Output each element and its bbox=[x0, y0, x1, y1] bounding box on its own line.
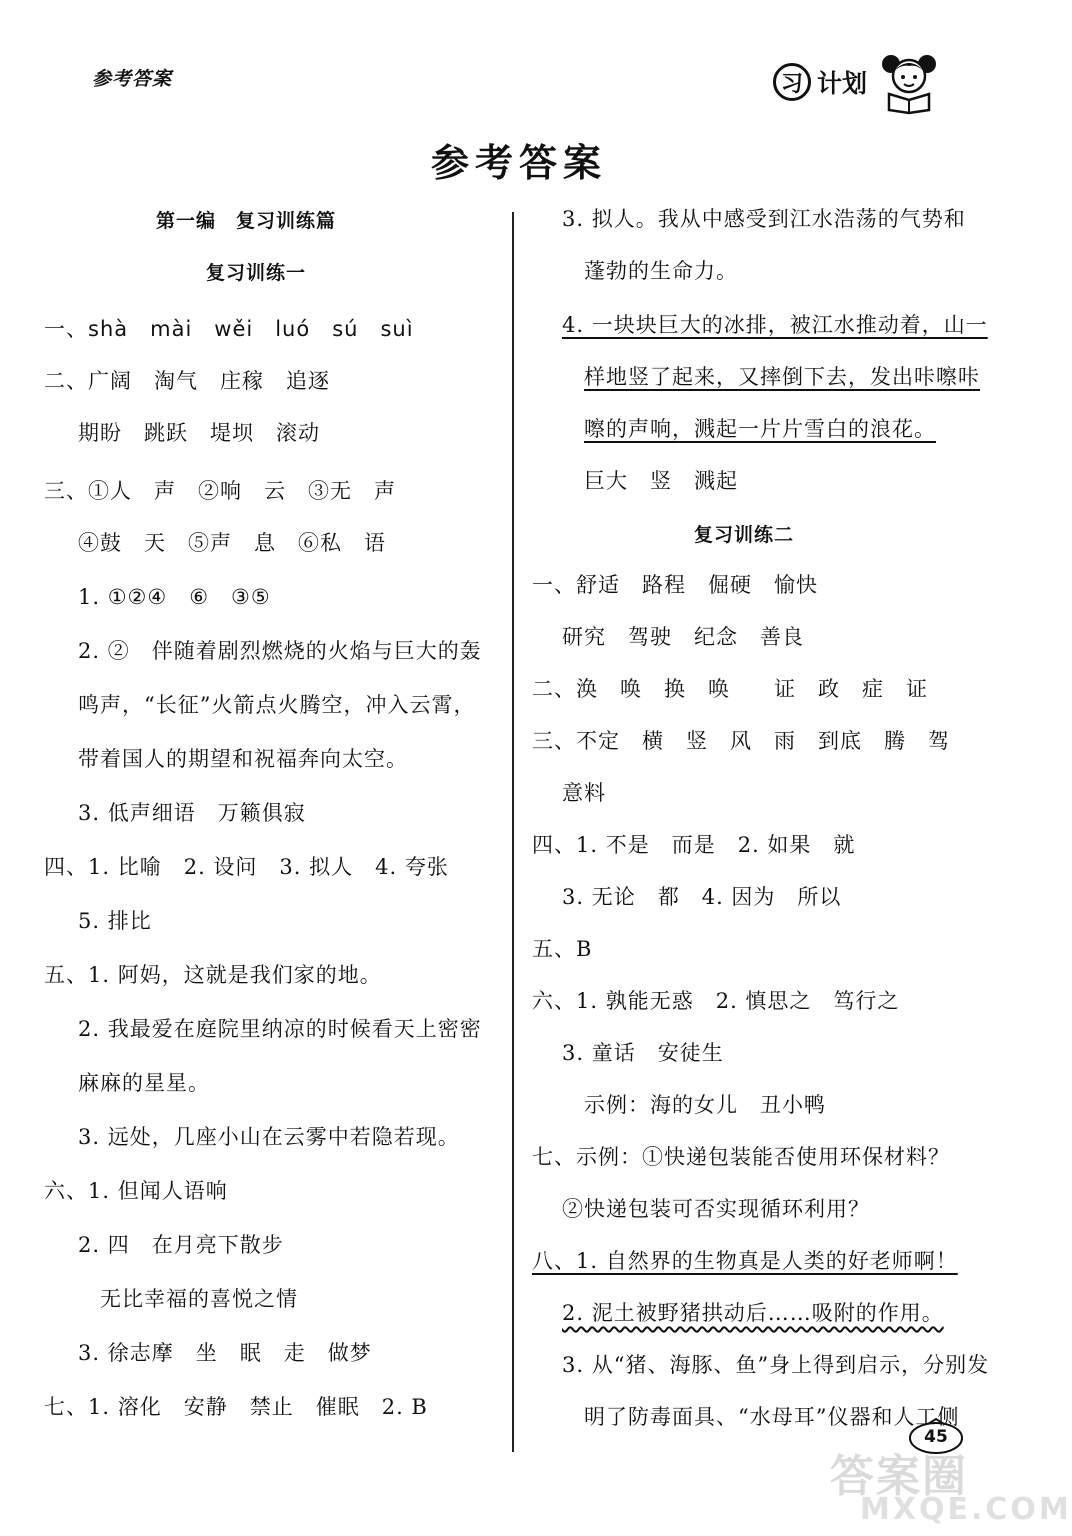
answer-line: 蓬勃的生命力。 bbox=[584, 259, 738, 283]
answer-line: 三、①人 声 ②响 云 ③无 声 bbox=[44, 479, 396, 503]
brand-logo bbox=[773, 58, 941, 106]
answer-line: 研究 驾驶 纪念 善良 bbox=[562, 625, 804, 649]
watermark-text: 答案圈 bbox=[830, 1451, 968, 1502]
answer-line: 2. 四 在月亮下散步 bbox=[78, 1233, 284, 1257]
answer-line: 六、1. 但闻人语响 bbox=[44, 1179, 228, 1203]
answer-line: 3. 远处，几座小山在云雾中若隐若现。 bbox=[78, 1125, 460, 1149]
wavy-underlined-answer-line: 2. 泥土被野猪拱动后……吸附的作用。 bbox=[562, 1301, 944, 1325]
answer-line: 五、B bbox=[532, 937, 593, 961]
answer-line: 3. 从“猪、海豚、鱼”身上得到启示，分别发 bbox=[562, 1353, 990, 1377]
answer-line: 带着国人的期望和祝福奔向太空。 bbox=[78, 747, 408, 771]
answer-line: 四、1. 比喻 2. 设问 3. 拟人 4. 夸张 bbox=[44, 855, 449, 879]
answer-line: 一、shà mài wěi luó sú suì bbox=[44, 317, 414, 341]
answer-line: 六、1. 孰能无惑 2. 慎思之 笃行之 bbox=[532, 989, 900, 1013]
page-number-text: 45 bbox=[924, 1427, 948, 1447]
underlined-answer-line: 样地竖了起来，又摔倒下去，发出咔嚓咔 bbox=[584, 365, 980, 389]
subsection-heading: 复习训练二 bbox=[694, 524, 795, 546]
answer-line: 七、1. 溶化 安静 禁止 催眠 2. B bbox=[44, 1395, 428, 1419]
answer-line: 明了防毒面具、“水母耳”仪器和人工侧 bbox=[584, 1405, 960, 1429]
answer-line: 3. 拟人。我从中感受到江水浩荡的气势和 bbox=[562, 207, 966, 231]
answer-line: 2. 我最爱在庭院里纳凉的时候看天上密密 bbox=[78, 1017, 482, 1041]
answer-line: 5. 排比 bbox=[78, 909, 152, 933]
reading-girl-mascot-icon bbox=[877, 50, 941, 114]
underlined-answer-line: 八、1. 自然界的生物真是人类的好老师啊！ bbox=[532, 1249, 958, 1273]
answer-line: 巨大 竖 溅起 bbox=[584, 469, 738, 493]
answer-line: 麻麻的星星。 bbox=[78, 1071, 210, 1095]
answer-line: 鸣声，“长征”火箭点火腾空，冲入云霄， bbox=[78, 693, 476, 717]
underlined-answer-line: 嚓的声响，溅起一片片雪白的浪花。 bbox=[584, 417, 936, 441]
underlined-answer-line: 4. 一块块巨大的冰排，被江水推动着，山一 bbox=[562, 313, 988, 337]
subsection-heading: 复习训练一 bbox=[206, 262, 307, 284]
answer-line: ④鼓 天 ⑤声 息 ⑥私 语 bbox=[78, 531, 386, 555]
answer-line: 3. 无论 都 4. 因为 所以 bbox=[562, 885, 842, 909]
answer-line: 意料 bbox=[562, 781, 606, 805]
answer-line: 示例：海的女儿 丑小鸭 bbox=[584, 1093, 826, 1117]
answer-line: 二、涣 唤 换 唤 证 政 症 证 bbox=[532, 677, 928, 701]
brand-badge: 习 bbox=[773, 63, 811, 101]
answer-line: 七、示例：①快递包装能否使用环保材料？ bbox=[532, 1145, 950, 1169]
answer-line: 3. 童话 安徒生 bbox=[562, 1041, 724, 1065]
watermark-subtext: MXQE.COM bbox=[860, 1492, 1072, 1527]
header-section-label: 参考答案 bbox=[92, 68, 173, 90]
answer-line: 期盼 跳跃 堤坝 滚动 bbox=[78, 421, 320, 445]
column-divider bbox=[512, 212, 514, 1452]
answer-line: 2. ② 伴随着剧烈燃烧的火焰与巨大的轰 bbox=[78, 639, 482, 663]
answer-line: ②快递包装可否实现循环利用？ bbox=[562, 1197, 870, 1221]
watermark bbox=[830, 1440, 1072, 1530]
answer-line: 一、舒适 路程 倔硬 愉快 bbox=[532, 573, 818, 597]
answer-line: 3. 徐志摩 坐 眠 走 做梦 bbox=[78, 1341, 372, 1365]
answer-line: 无比幸福的喜悦之情 bbox=[100, 1287, 298, 1311]
answer-line: 三、不定 横 竖 风 雨 到底 腾 驾 bbox=[532, 729, 950, 753]
brand-text: 计划 bbox=[817, 69, 868, 98]
answer-line: 3. 低声细语 万籁俱寂 bbox=[78, 801, 306, 825]
answer-line: 二、广阔 淘气 庄稼 追逐 bbox=[44, 369, 330, 393]
answer-line: 五、1. 阿妈，这就是我们家的地。 bbox=[44, 963, 382, 987]
answer-line: 四、1. 不是 而是 2. 如果 就 bbox=[532, 833, 856, 857]
section-heading: 第一编 复习训练篇 bbox=[156, 210, 337, 232]
answer-line: 1. ①②④ ⑥ ③⑤ bbox=[78, 585, 271, 609]
page-title: 参考答案 bbox=[430, 141, 607, 185]
